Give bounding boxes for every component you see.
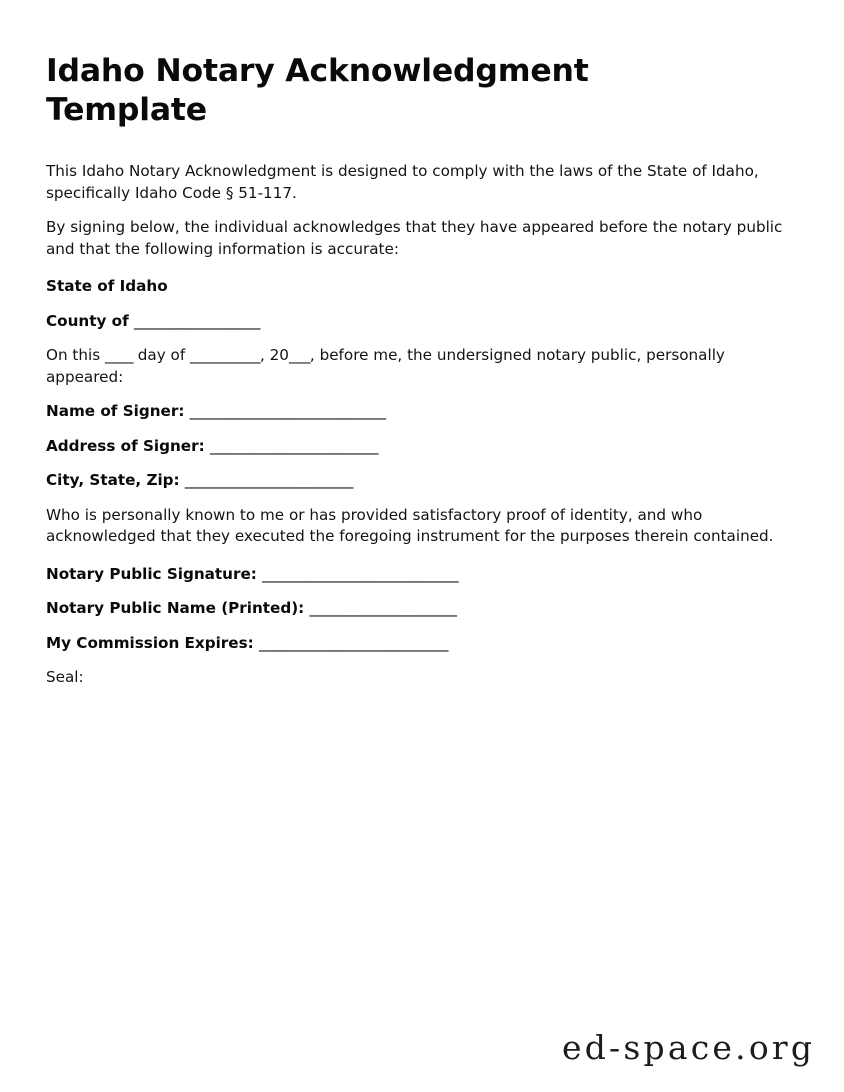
address-of-signer-blank[interactable]: ________________________ — [209, 436, 378, 455]
city-state-zip-blank[interactable]: ________________________ — [184, 471, 353, 489]
spacer — [46, 492, 794, 505]
seal-label: Seal: — [46, 668, 84, 686]
appearance-part-1: On this — [46, 346, 105, 364]
spacer — [46, 204, 794, 217]
county-label: County of — [46, 311, 134, 330]
spacer — [46, 298, 794, 311]
notary-signature-label: Notary Public Signature: — [46, 564, 263, 583]
name-of-signer-label: Name of Signer: — [46, 402, 190, 420]
spacer — [46, 423, 794, 436]
commission-expires-field — [46, 633, 794, 655]
spacer — [46, 548, 794, 564]
address-of-signer-label: Address of Signer: — [46, 436, 210, 455]
spacer — [46, 654, 794, 667]
month-blank[interactable]: __________ — [190, 346, 260, 364]
appearance-part-3: , 20 — [259, 346, 289, 364]
appearance-line — [46, 345, 794, 388]
name-of-signer-blank[interactable]: ____________________________ — [189, 402, 386, 420]
spacer — [46, 260, 794, 276]
commission-expires-blank[interactable]: ___________________________ — [259, 633, 448, 652]
county-field — [46, 311, 794, 333]
county-blank[interactable]: __________________ — [133, 311, 260, 330]
spacer — [46, 585, 794, 598]
notary-signature-blank[interactable]: ____________________________ — [262, 564, 458, 583]
notary-printed-name-label: Notary Public Name (Printed): — [46, 599, 310, 617]
notary-printed-name-field — [46, 598, 794, 620]
commission-expires-label: My Commission Expires: — [46, 633, 259, 652]
notary-signature-field — [46, 564, 794, 586]
year-blank[interactable]: ___ — [288, 346, 310, 364]
city-state-zip-label: City, State, Zip: — [46, 471, 185, 489]
acknowledgment-paragraph: Who is personally known to me or has provided satisfactory proof of identity, and who acknowledged that they executed the foregoing instrument for the purposes therein contained. — [46, 505, 774, 545]
appearance-part-2: day of — [132, 346, 190, 364]
document-body — [46, 52, 794, 689]
day-blank[interactable]: ____ — [104, 346, 133, 364]
notary-printed-name-blank[interactable]: _____________________ — [309, 599, 457, 617]
address-of-signer-field — [46, 436, 794, 458]
spacer — [46, 388, 794, 401]
spacer — [46, 130, 794, 161]
intro-paragraph-1: This Idaho Notary Acknowledgment is designed to comply with the laws of the State of Idaho, specifically Idaho Code § 51-117. — [46, 162, 759, 202]
name-of-signer-field — [46, 401, 794, 423]
state-heading: State of Idaho — [46, 277, 168, 295]
page-title: Idaho Notary Acknowledgment Template — [46, 53, 589, 128]
spacer — [46, 620, 794, 633]
appearance-part-4: , before me, the undersigned notary public, personally appeared: — [46, 346, 725, 386]
intro-paragraph-2: By signing below, the individual acknowledges that they have appeared before the notary public and that the following information is accurate: — [46, 218, 783, 258]
footer-watermark: ed-space.org — [562, 1028, 816, 1067]
spacer — [46, 332, 794, 345]
city-state-zip-field — [46, 470, 794, 492]
spacer — [46, 457, 794, 470]
